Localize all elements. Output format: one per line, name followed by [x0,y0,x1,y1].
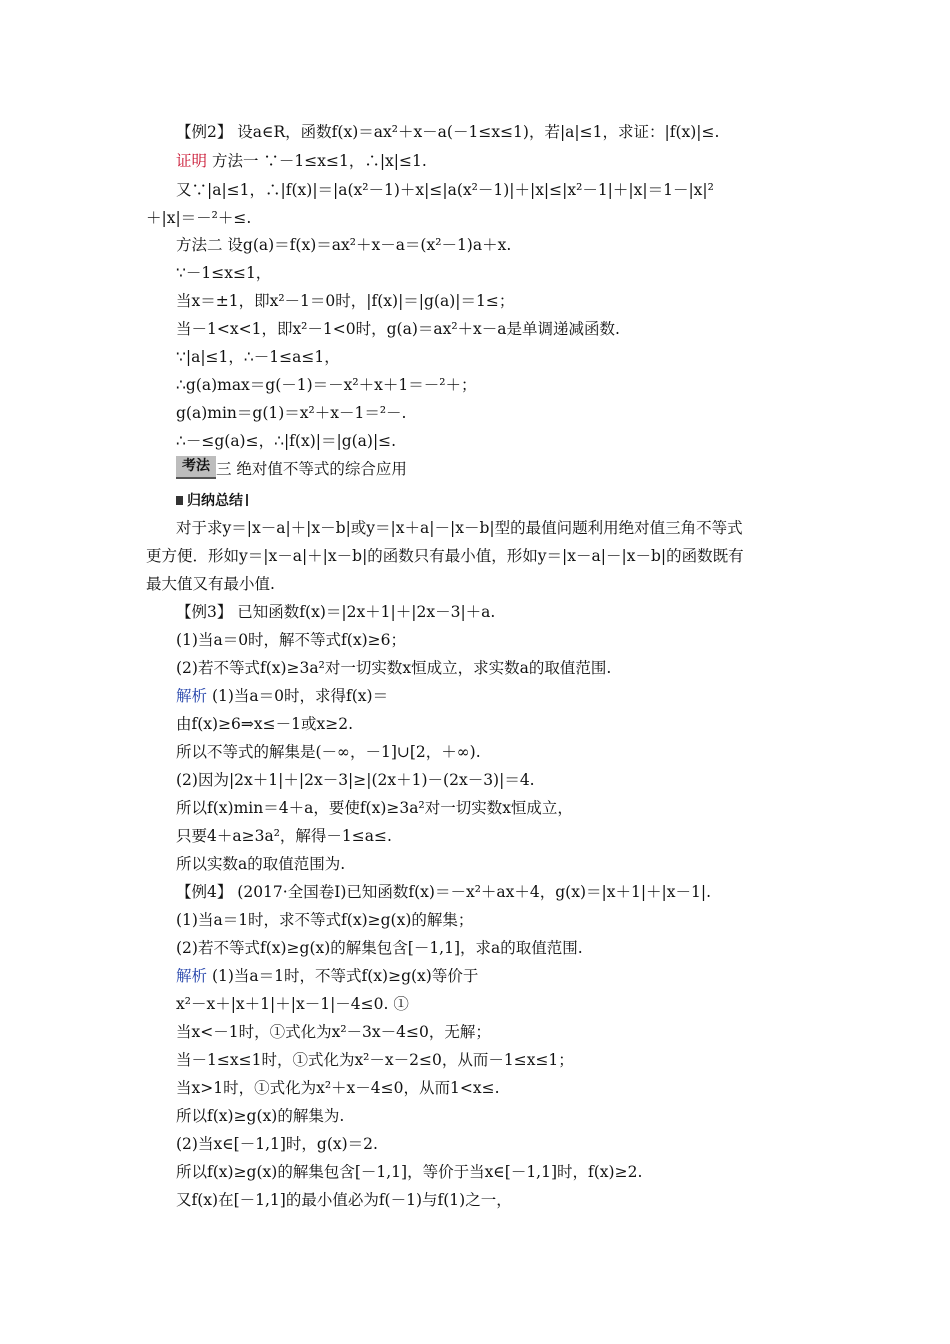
example-4-statement: 【例4】 (2017·全国卷Ⅰ)已知函数f(x)＝－x²＋ax＋4，g(x)＝|x＋1|＋|x－1|. [176,883,712,901]
example-3-line-5: 由f(x)≥6⇒x≤－1或x≥2. [176,715,354,733]
example-3-line-9: 只要4＋a≥3a²，解得－1≤a≤. [176,827,392,845]
example-3-line-6: 所以不等式的解集是(－∞，－1]∪[2，＋∞). [176,743,481,761]
example-4-line-11: 所以f(x)≥g(x)的解集包含[－1,1]，等价于当x∈[－1,1]时，f(x)≥2. [176,1163,643,1181]
proof-line-8: 当－1<x<1，即x²－1<0时，g(a)＝ax²＋x－a是单调递减函数. [176,320,620,338]
example-3-part-1: (1)当a＝0时，解不等式f(x)≥6； [176,631,406,649]
example-3-statement: 【例3】 已知函数f(x)＝|2x＋1|＋|2x－3|＋a. [176,603,496,621]
example-3-line-8: 所以f(x)min＝4＋a，要使f(x)≥3a²对一切实数x恒成立， [176,799,573,817]
example-3-solution-1-text: (1)当a＝0时，求得f(x)＝ [211,687,389,705]
summary-line-3: 最大值又有最小值. [146,575,275,593]
example-4-line-6: 当x<－1时，①式化为x²－3x－4≤0，无解； [176,1023,491,1041]
proof-method-1 [176,151,427,171]
example-4-line-12: 又f(x)在[－1,1]的最小值必为f(－1)与f(1)之一， [176,1191,512,1209]
summary-line-1: 对于求y＝|x－a|＋|x－b|或y＝|x＋a|－|x－b|型的最值问题利用绝对值三角不等式 [176,519,743,537]
square-bullet-icon [176,496,183,505]
example-4-line-9: 所以f(x)≥g(x)的解集为. [176,1107,345,1125]
section-title: 三 绝对值不等式的综合应用 [216,460,407,478]
bar-marker-icon [246,494,248,506]
summary-heading [176,490,248,510]
example-4-part-1: (1)当a＝1时，求不等式f(x)≥g(x)的解集； [176,911,474,929]
example-4-solution-1 [176,966,478,986]
section-heading [176,456,407,479]
example-4-line-10: (2)当x∈[－1,1]时，g(x)＝2. [176,1135,378,1153]
summary-line-2: 更方便．形如y＝|x－a|＋|x－b|的函数只有最小值，形如y＝|x－a|－|x－b|的函数既有 [146,547,744,565]
section-badge: 考法 [176,456,216,479]
proof-line-7: 当x＝±1，即x²－1＝0时，|f(x)|＝|g(a)|＝1≤； [176,292,515,310]
example-4-line-7: 当－1≤x≤1时，①式化为x²－x－2≤0，从而－1≤x≤1； [176,1051,574,1069]
example-3-line-7: (2)因为|2x＋1|＋|2x－3|≥|(2x＋1)－(2x－3)|＝4. [176,771,535,789]
proof-method-1-text: 方法一 ∵－1≤x≤1，∴|x|≤1. [211,152,427,170]
proof-method-2: 方法二 设g(a)＝f(x)＝ax²＋x－a＝(x²－1)a＋x. [176,236,512,254]
proof-line-6: ∵－1≤x≤1， [176,264,272,282]
example-3-line-10: 所以实数a的取值范围为. [176,855,346,873]
example-4-line-8: 当x>1时，①式化为x²＋x－4≤0，从而1<x≤. [176,1079,500,1097]
proof-line-3: 又∵|a|≤1，∴|f(x)|＝|a(x²－1)＋x|≤|a(x²－1)|＋|x|≤|x²－1|＋|x|＝1－|x|² [176,181,714,199]
proof-line-9: ∵|a|≤1，∴－1≤a≤1， [176,348,340,366]
proof-line-4: ＋|x|＝－²＋≤. [146,209,252,227]
example-4-solution-1-text: (1)当a＝1时，不等式f(x)≥g(x)等价于 [211,967,479,985]
analysis-label: 解析 [176,687,208,705]
example-3-part-2: (2)若不等式f(x)≥3a²对一切实数x恒成立，求实数a的取值范围. [176,659,612,677]
proof-label: 证明 [176,152,208,170]
proof-line-12: ∴－≤g(a)≤，∴|f(x)|＝|g(a)|≤. [176,432,397,450]
analysis-label: 解析 [176,967,208,985]
example-2-statement: 【例2】 设a∈R，函数f(x)＝ax²＋x－a(－1≤x≤1)，若|a|≤1，求证：|f(x)|≤. [176,123,720,141]
example-4-part-2: (2)若不等式f(x)≥g(x)的解集包含[－1,1]，求a的取值范围. [176,939,583,957]
summary-label: 归纳总结 [187,493,243,509]
example-3-solution-1 [176,686,388,706]
proof-line-10: ∴g(a)max＝g(－1)＝－x²＋x＋1＝－²＋； [176,376,477,394]
proof-line-11: g(a)min＝g(1)＝x²＋x－1＝²－. [176,404,407,422]
example-4-line-5: x²－x＋|x＋1|＋|x－1|－4≤0. ① [176,995,409,1013]
